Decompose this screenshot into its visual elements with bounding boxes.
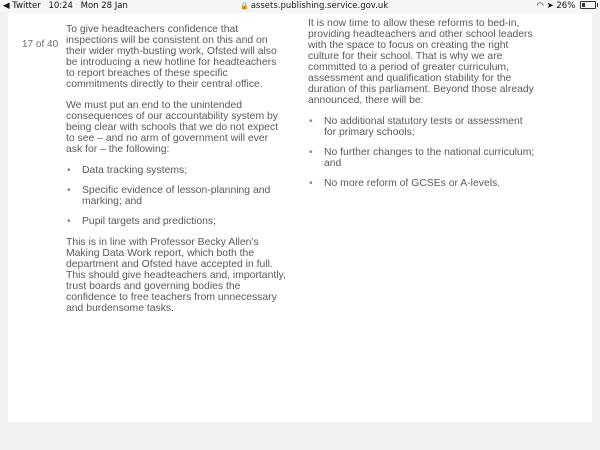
location-icon: ➤ bbox=[546, 1, 554, 11]
status-date: Mon 28 Jan bbox=[80, 1, 128, 11]
url-display[interactable] bbox=[240, 1, 388, 11]
list-item-text: No additional statutory tests or assessment for primary schools; bbox=[324, 116, 523, 138]
bullet-icon: • bbox=[67, 216, 71, 227]
bullet-icon: • bbox=[309, 116, 313, 127]
right-column bbox=[308, 18, 536, 199]
url-text: assets.publishing.service.gov.uk bbox=[250, 1, 389, 11]
bullet-list bbox=[308, 116, 536, 189]
list-item-text: Specific evidence of lesson-planning and marking; and bbox=[82, 185, 271, 207]
list-item-text: Pupil targets and predictions; bbox=[82, 216, 217, 227]
bullet-icon: • bbox=[309, 147, 313, 158]
paragraph: To give headteachers confidence that inspections will be consistent on this and on their wider myth-busting work, Ofsted will also be introducing a new hotline for headteachers to report breaches of these specific commitments directly to their central office. bbox=[66, 24, 277, 90]
list-item-text: No more reform of GCSEs or A-levels. bbox=[324, 178, 501, 189]
list-item bbox=[308, 116, 536, 138]
bullet-icon: • bbox=[67, 185, 71, 196]
list-item-text: Data tracking systems; bbox=[82, 165, 188, 176]
status-time: 10:24 bbox=[48, 1, 73, 11]
list-item bbox=[66, 185, 286, 207]
battery-percent: 26% bbox=[556, 1, 576, 11]
paragraph: It is now time to allow these reforms to bed-in, providing headteachers and other school leaders with the space to focus on creating the right culture for their school. That is why we are committed to a period of greater curriculum, assessment and qualification stability for the duration of this parliament. Beyond those already announced, there will be: bbox=[308, 18, 534, 106]
list-item bbox=[308, 178, 536, 189]
list-item bbox=[66, 165, 286, 176]
list-item-text: No further changes to the national curriculum; and bbox=[324, 147, 535, 169]
list-item bbox=[308, 147, 536, 169]
bullet-icon: • bbox=[67, 165, 71, 176]
page-indicator: 17 of 40 bbox=[22, 39, 59, 50]
left-column bbox=[66, 24, 286, 324]
bullet-list bbox=[66, 165, 286, 227]
battery-icon bbox=[580, 1, 596, 9]
back-to-app-link[interactable]: ◀ Twitter bbox=[3, 1, 41, 11]
list-item bbox=[66, 216, 286, 227]
status-bar bbox=[0, 0, 600, 13]
bullet-icon: • bbox=[309, 178, 313, 189]
wifi-icon: ◠ bbox=[536, 1, 544, 11]
document-page[interactable] bbox=[8, 13, 592, 422]
paragraph: We must put an end to the unintended consequences of our accountability system by being clear with schools that we do not expect to see – and no arm of government will ever ask for – the following: bbox=[66, 100, 278, 155]
lock-icon: 🔒 bbox=[240, 2, 249, 10]
paragraph: This is in line with Professor Becky Allen’s Making Data Work report, which both the department and Ofsted have accepted in full. This should give headteachers and, importantly, trust boards and governing bodies the confidence to free teachers from unnecessary and burdensome tasks. bbox=[66, 237, 286, 314]
